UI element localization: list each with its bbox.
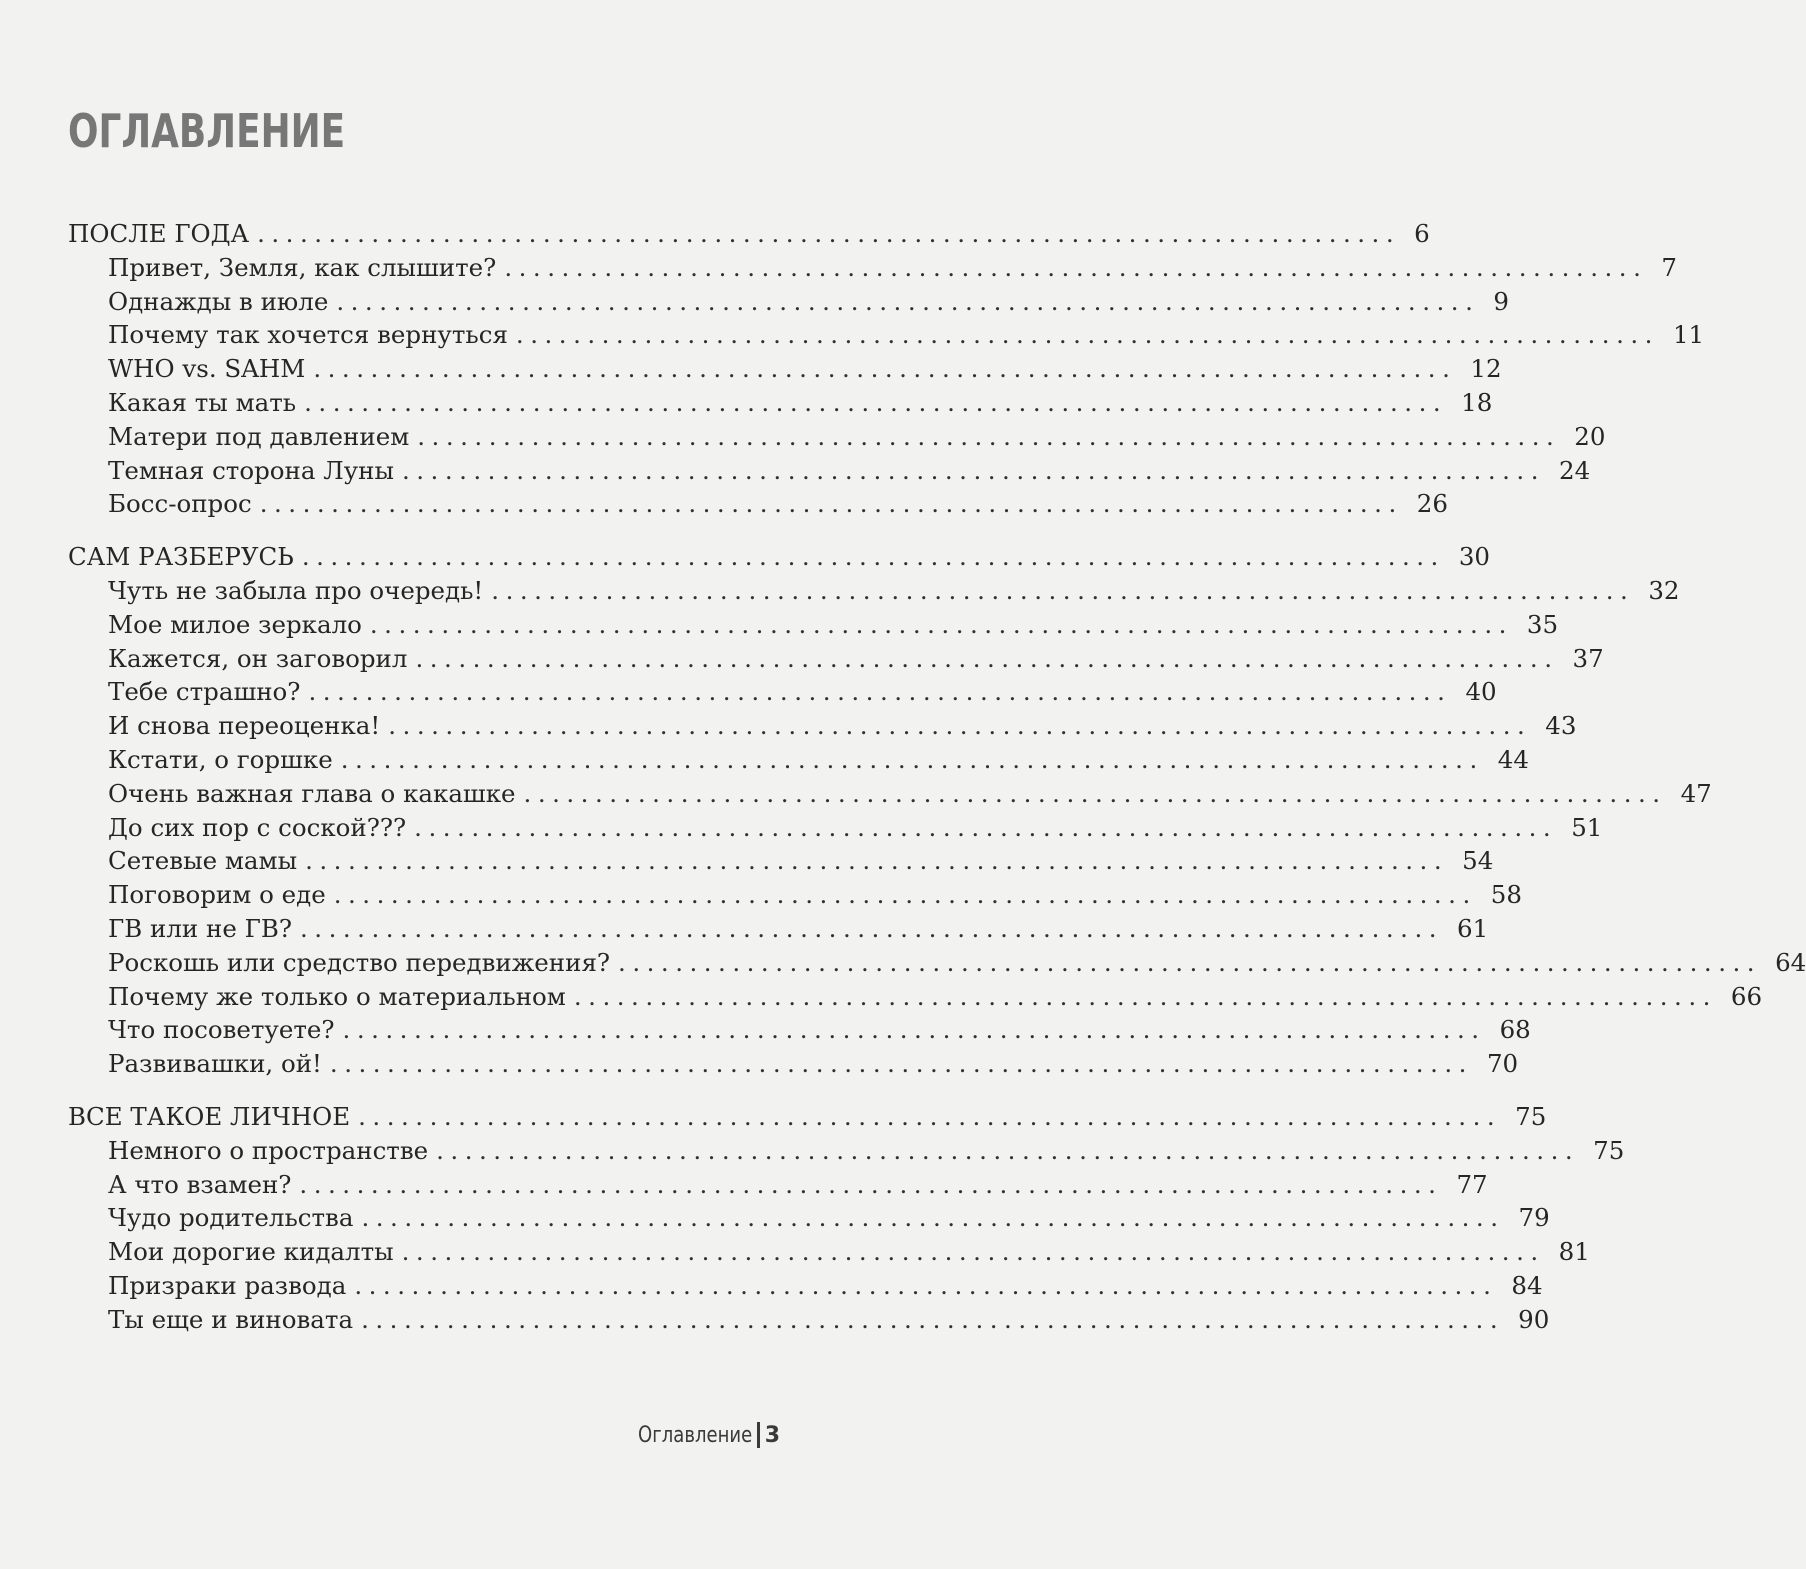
toc-entry-title: Чудо родительства bbox=[108, 1203, 354, 1233]
toc-page-number: 51 bbox=[1571, 812, 1603, 842]
dot-leader: ................................................................................ bbox=[414, 812, 1558, 842]
toc-section-title: ВСЕ ТАКОЕ ЛИЧНОЕ bbox=[68, 1101, 351, 1131]
dot-leader: ................................................................................ bbox=[354, 1270, 1498, 1300]
toc-entry bbox=[0, 608, 1559, 642]
dot-leader: ................................................................................ bbox=[401, 1237, 1545, 1267]
toc-entry bbox=[0, 777, 1712, 811]
toc-page-number: 43 bbox=[1545, 711, 1577, 741]
toc-entry-title: Кажется, он заговорил bbox=[108, 643, 408, 673]
toc-entry-title: Какая ты мать bbox=[108, 387, 297, 417]
toc-entry-title: Привет, Земля, как слышите? bbox=[108, 252, 497, 282]
toc-entry-title: Ты еще и виновата bbox=[108, 1304, 354, 1334]
toc-entry bbox=[0, 1013, 1531, 1047]
toc-section-title: САМ РАЗБЕРУСЬ bbox=[68, 542, 294, 572]
dot-leader: ................................................................................ bbox=[573, 981, 1717, 1011]
toc-section-heading bbox=[0, 217, 1430, 251]
toc-page-number: 81 bbox=[1558, 1237, 1590, 1267]
toc-page-number: 24 bbox=[1558, 455, 1591, 485]
toc-entry bbox=[0, 844, 1494, 878]
dot-leader: ................................................................................ bbox=[304, 387, 1448, 417]
toc-page-number: 35 bbox=[1526, 609, 1559, 639]
toc-entry-title: Тебе страшно? bbox=[108, 677, 301, 707]
toc-entry-title: Роскошь или средство передвижения? bbox=[108, 947, 611, 977]
dot-leader: ................................................................................ bbox=[401, 455, 1545, 485]
toc-entry-title: Мои дорогие кидалты bbox=[108, 1237, 394, 1267]
page-number: 3 bbox=[764, 1422, 780, 1448]
dot-leader: ................................................................................ bbox=[329, 1049, 1473, 1079]
toc-page-number: 47 bbox=[1680, 778, 1712, 808]
dot-leader: ................................................................................ bbox=[436, 1135, 1580, 1165]
dot-leader: ................................................................................ bbox=[504, 252, 1648, 282]
toc-entry bbox=[0, 285, 1509, 319]
toc-entry bbox=[0, 1047, 1519, 1081]
toc-page-number: 11 bbox=[1672, 320, 1705, 350]
toc-section bbox=[0, 1100, 1625, 1337]
dot-leader: ................................................................................ bbox=[523, 778, 1667, 808]
toc-entry bbox=[0, 1235, 1590, 1269]
toc-entry-title: Что посоветуете? bbox=[108, 1015, 335, 1045]
toc-entry-title: Матери под давлением bbox=[108, 421, 410, 451]
toc-page-number: 54 bbox=[1462, 846, 1494, 876]
toc-page-number: 68 bbox=[1499, 1015, 1531, 1045]
dot-leader: ................................................................................ bbox=[358, 1101, 1502, 1131]
toc-page-number: 12 bbox=[1470, 354, 1502, 384]
toc-section bbox=[0, 540, 1806, 1081]
dot-leader: ................................................................................ bbox=[340, 744, 1484, 774]
toc-entry-title: WHO vs. SAHM bbox=[108, 354, 306, 384]
dot-leader: ................................................................................ bbox=[259, 489, 1403, 519]
dot-leader: ................................................................................ bbox=[515, 320, 1659, 350]
toc-section bbox=[0, 217, 1705, 521]
toc-page-number: 90 bbox=[1518, 1304, 1550, 1334]
toc-section-heading bbox=[0, 1100, 1547, 1134]
toc-page-number: 77 bbox=[1456, 1169, 1488, 1199]
toc-page-number: 61 bbox=[1457, 913, 1489, 943]
dot-leader: ................................................................................ bbox=[361, 1203, 1505, 1233]
toc-entry bbox=[0, 420, 1606, 454]
toc-entry bbox=[0, 1303, 1550, 1337]
dot-leader: ................................................................................ bbox=[369, 609, 1513, 639]
toc-page-number: 79 bbox=[1518, 1203, 1550, 1233]
toc-entry bbox=[0, 1168, 1488, 1202]
toc-page-number: 40 bbox=[1465, 677, 1497, 707]
dot-leader: ................................................................................ bbox=[336, 286, 1480, 316]
toc-entry-title: Почему же только о материальном bbox=[108, 981, 566, 1011]
dot-leader: ................................................................................ bbox=[300, 913, 1444, 943]
toc-entry bbox=[0, 1134, 1625, 1168]
toc-entry-title: ГВ или не ГВ? bbox=[108, 913, 293, 943]
toc-entry-title: Мое милое зеркало bbox=[108, 609, 362, 639]
dot-leader: ................................................................................ bbox=[308, 677, 1452, 707]
toc-page-number: 84 bbox=[1511, 1270, 1543, 1300]
toc-entry bbox=[0, 980, 1763, 1014]
dot-leader: ................................................................................ bbox=[361, 1304, 1505, 1334]
dot-leader: ................................................................................ bbox=[313, 354, 1457, 384]
toc-entry bbox=[0, 1201, 1550, 1235]
toc-entry-title: Однажды в июле bbox=[108, 286, 329, 316]
toc-entry bbox=[0, 386, 1493, 420]
toc-page-number: 64 bbox=[1775, 947, 1806, 977]
toc-page-number: 30 bbox=[1458, 542, 1491, 572]
toc-entry-title: Призраки развода bbox=[108, 1270, 347, 1300]
toc-page-number: 6 bbox=[1414, 219, 1430, 248]
toc-entry-title: Почему так хочется вернуться bbox=[108, 320, 508, 350]
dot-leader: ................................................................................ bbox=[417, 421, 1561, 451]
toc-entry bbox=[0, 709, 1577, 743]
toc-page-number: 44 bbox=[1497, 744, 1529, 774]
toc-entry-title: Очень важная глава о какашке bbox=[108, 778, 516, 808]
toc-page-number: 66 bbox=[1730, 981, 1763, 1011]
running-footer-label: Оглавление bbox=[638, 1422, 753, 1448]
toc-entry bbox=[0, 811, 1603, 845]
toc-entry-title: Развивашки, ой! bbox=[108, 1049, 322, 1079]
toc-entry-title: Сетевые мамы bbox=[108, 846, 298, 876]
toc-entry-title: Чуть не забыла про очередь! bbox=[108, 575, 484, 605]
dot-leader: ................................................................................ bbox=[299, 1169, 1443, 1199]
dot-leader: ................................................................................ bbox=[257, 219, 1401, 248]
toc-entry bbox=[0, 675, 1497, 709]
dot-leader: ................................................................................ bbox=[305, 846, 1449, 876]
toc-page-number: 58 bbox=[1490, 880, 1522, 910]
toc-entry-title: А что взамен? bbox=[108, 1169, 292, 1199]
toc-entry-title: Поговорим о еде bbox=[108, 880, 326, 910]
toc-entry-title: До сих пор с соской??? bbox=[108, 812, 407, 842]
toc-entry bbox=[0, 1269, 1543, 1303]
toc-entry-title: Немного о пространстве bbox=[108, 1135, 429, 1165]
dot-leader: ................................................................................ bbox=[618, 947, 1762, 977]
toc-page-number: 9 bbox=[1493, 286, 1509, 316]
table-of-contents bbox=[0, 217, 1806, 1356]
toc-page-number: 75 bbox=[1593, 1135, 1625, 1165]
dot-leader: ................................................................................ bbox=[491, 575, 1635, 605]
toc-entry-title: Кстати, о горшке bbox=[108, 744, 333, 774]
toc-entry bbox=[0, 251, 1677, 285]
toc-page-number: 7 bbox=[1661, 252, 1677, 282]
footer-divider bbox=[757, 1422, 760, 1448]
dot-leader: ................................................................................ bbox=[415, 643, 1559, 673]
toc-section-heading bbox=[0, 540, 1491, 574]
page-title: ОГЛАВЛЕНИЕ bbox=[68, 104, 346, 158]
toc-entry bbox=[0, 352, 1502, 386]
toc-section-title: ПОСЛЕ ГОДА bbox=[68, 219, 250, 248]
toc-entry bbox=[0, 878, 1522, 912]
toc-page-number: 32 bbox=[1648, 575, 1680, 605]
toc-entry bbox=[0, 642, 1604, 676]
toc-entry-title: Темная сторона Луны bbox=[108, 455, 394, 485]
toc-entry-title: Босс-опрос bbox=[108, 489, 252, 519]
toc-entry bbox=[0, 574, 1680, 608]
toc-entry bbox=[0, 487, 1448, 521]
dot-leader: ................................................................................ bbox=[333, 880, 1477, 910]
dot-leader: ................................................................................ bbox=[388, 711, 1532, 741]
toc-page-number: 37 bbox=[1572, 643, 1604, 673]
toc-entry bbox=[0, 912, 1489, 946]
toc-entry bbox=[0, 946, 1806, 980]
page-footer bbox=[613, 1422, 780, 1448]
toc-page-number: 18 bbox=[1461, 387, 1493, 417]
dot-leader: ................................................................................ bbox=[342, 1015, 1486, 1045]
toc-page-number: 20 bbox=[1574, 421, 1606, 451]
toc-entry-title: И снова переоценка! bbox=[108, 711, 381, 741]
toc-entry bbox=[0, 743, 1529, 777]
toc-entry bbox=[0, 318, 1705, 352]
toc-entry bbox=[0, 454, 1591, 488]
toc-page-number: 26 bbox=[1416, 489, 1448, 519]
toc-page-number: 70 bbox=[1486, 1049, 1519, 1079]
toc-page-number: 75 bbox=[1515, 1101, 1547, 1131]
dot-leader: ................................................................................ bbox=[301, 542, 1445, 572]
